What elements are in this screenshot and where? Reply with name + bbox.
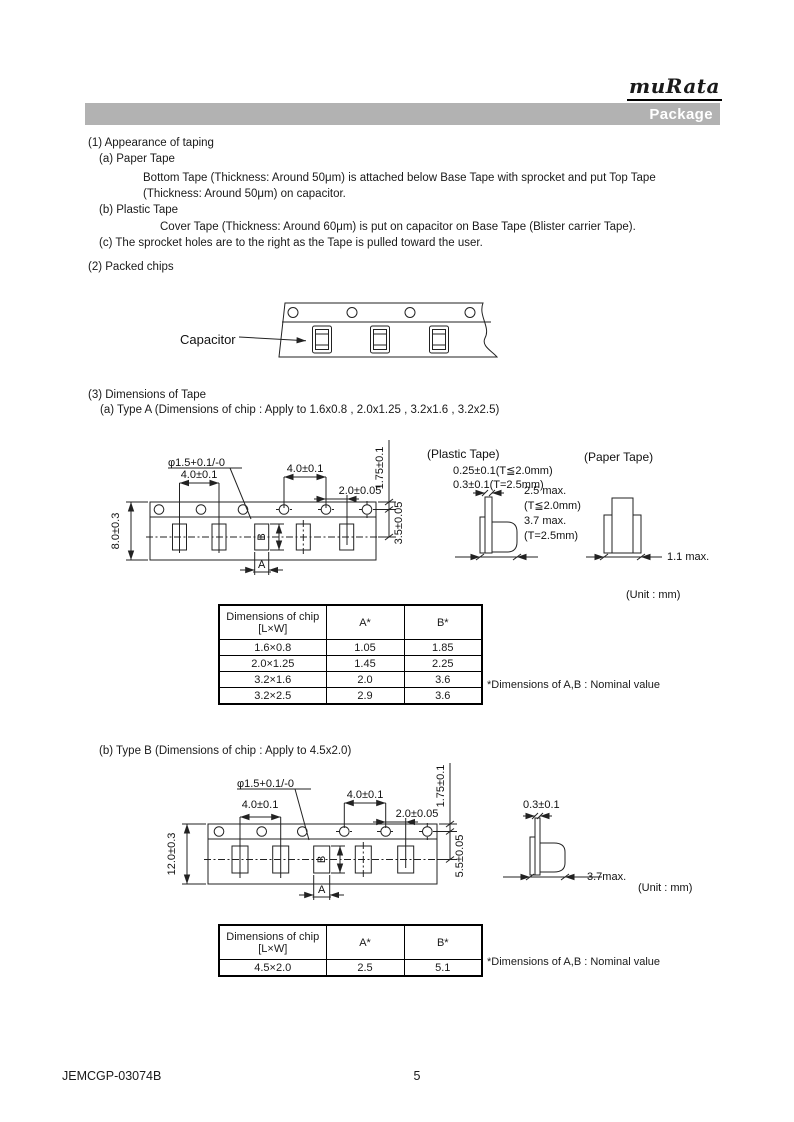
type-a-a-dim-label: A: [258, 559, 266, 571]
type-a-hole-to-chip-dim: 2.0±0.05: [338, 485, 382, 497]
plastic-tape-title: (Plastic Tape): [427, 447, 500, 461]
type-b-hole-to-center-dim: 5.5±0.05: [454, 834, 466, 878]
cell-b-value: 1.85: [404, 640, 482, 656]
paper-tape-body-line2: (Thickness: Around 50μm) on capacitor.: [143, 188, 346, 200]
type-b-hole-pitch-dim: 4.0±0.1: [346, 789, 384, 801]
type-b-hole-to-chip-dim: 2.0±0.05: [395, 808, 439, 820]
type-a-sprocket-holes: [154, 505, 372, 515]
type-b-table-colB-header: B*: [404, 925, 482, 960]
footer-doc-number: JEMCGP-03074B: [62, 1069, 162, 1083]
type-a-tape-width-dim: 8.0±0.3: [110, 512, 122, 550]
type-b-col1-line1: Dimensions of chip: [226, 930, 320, 943]
plastic-tape-body: Cover Tape (Thickness: Around 60μm) is put on capacitor on Base Tape (Blister carrier Tape).: [160, 221, 636, 233]
package-banner: [85, 103, 720, 125]
paper-height: 1.1 max.: [667, 551, 710, 563]
type-a-table-colA-header: A*: [326, 605, 404, 640]
type-a-centerlines: [146, 501, 380, 554]
section2-heading: (2) Packed chips: [88, 261, 174, 273]
type-a-b-dim-label: B: [256, 533, 268, 541]
cell-a-value: 1.45: [326, 656, 404, 672]
type-b-sprocket-holes: [214, 827, 432, 837]
sprocket-note: (c) The sprocket holes are to the right as the Tape is pulled toward the user.: [99, 237, 483, 249]
type-b-table-colA-header: A*: [326, 925, 404, 960]
plastic-height-2-cond: (T=2.5mm): [524, 530, 579, 542]
plastic-height-1: 2.5 max.: [524, 485, 567, 497]
type-b-side-height: 3.7max.: [587, 871, 627, 883]
paper-tape-title: (Paper Tape): [584, 450, 654, 464]
table-row: [219, 656, 482, 672]
cell-chip-size: 3.2×2.5: [219, 688, 326, 705]
type-b-tape-width-dim: 12.0±0.3: [166, 832, 178, 876]
table-row: [219, 672, 482, 688]
plastic-thickness-1: 0.25±0.1(T≦2.0mm): [453, 465, 553, 477]
type-a-table-colB-header: B*: [404, 605, 482, 640]
packed-tape-outline: [279, 303, 497, 357]
table-row: [219, 640, 482, 656]
type-b-cross-section: [503, 813, 602, 880]
type-b-col1-line2: [L×W]: [258, 942, 288, 955]
cell-a-value: 2.5: [326, 960, 404, 977]
packed-chips-figure: [160, 290, 520, 385]
type-b-heading: (b) Type B (Dimensions of chip : Apply to 4.5x2.0): [99, 745, 352, 757]
type-a-table-note: *Dimensions of A,B : Nominal value: [487, 679, 661, 691]
cell-a-value: 2.0: [326, 672, 404, 688]
cell-b-value: 2.25: [404, 656, 482, 672]
type-a-col1-line2: [L×W]: [258, 622, 288, 635]
type-a-table-col1-header: [219, 605, 326, 640]
plastic-thickness-2: 0.3±0.1(T=2.5mm): [453, 479, 544, 491]
type-a-hole-to-center-dim: 3.5±0.05: [393, 501, 405, 545]
type-b-chip-pitch-dim: 4.0±0.1: [241, 799, 279, 811]
type-a-tape-outline: [150, 502, 376, 560]
type-b-unit-label: (Unit : mm): [638, 882, 693, 894]
capacitor-callout-label: Capacitor: [180, 332, 236, 347]
cell-chip-size: 4.5×2.0: [219, 960, 326, 977]
type-b-edge-to-hole-dim: 1.75±0.1: [435, 764, 447, 808]
type-b-hole-diameter-dim: φ1.5+0.1/-0: [237, 778, 294, 790]
type-a-dimension-table: [218, 604, 483, 705]
type-a-col1-line1: Dimensions of chip: [226, 610, 320, 623]
type-b-tape-outline: [208, 824, 437, 884]
cell-b-value: 3.6: [404, 688, 482, 705]
paper-tape-body-line1: Bottom Tape (Thickness: Around 50μm) is attached below Base Tape with sprocket and put Top Tape: [143, 172, 656, 184]
paper-tape-cross-section: [586, 498, 662, 560]
type-a-figure: [90, 420, 720, 610]
type-a-dimension-lines: [126, 440, 396, 575]
table-row: [219, 960, 482, 977]
murata-logo: muRata: [627, 74, 722, 101]
type-a-hole-diameter-dim: φ1.5+0.1/-0: [168, 457, 225, 469]
cell-chip-size: 1.6×0.8: [219, 640, 326, 656]
type-b-side-thickness: 0.3±0.1: [523, 799, 560, 811]
type-b-figure: [90, 760, 720, 920]
type-a-heading: (a) Type A (Dimensions of chip : Apply to 1.6x0.8 , 2.0x1.25 , 3.2x1.6 , 3.2x2.5): [100, 404, 500, 416]
cell-a-value: 2.9: [326, 688, 404, 705]
capacitor-callout-arrow: [239, 337, 306, 341]
type-b-a-dim-label: A: [318, 884, 326, 896]
plastic-height-1-cond: (T≦2.0mm): [524, 500, 581, 512]
section1-heading: (1) Appearance of taping: [88, 137, 214, 149]
plastic-height-2: 3.7 max.: [524, 515, 567, 527]
cell-b-value: 5.1: [404, 960, 482, 977]
footer-page-number: 5: [413, 1069, 421, 1083]
cell-b-value: 3.6: [404, 672, 482, 688]
type-a-hole-pitch-dim: 4.0±0.1: [286, 463, 324, 475]
cell-chip-size: 2.0×1.25: [219, 656, 326, 672]
type-b-dimension-table: [218, 924, 483, 977]
type-a-chip-pitch-dim: 4.0±0.1: [180, 469, 218, 481]
type-b-b-dim-label: B: [316, 855, 328, 864]
type-a-edge-to-hole-dim: 1.75±0.1: [374, 446, 386, 490]
plastic-tape-label: (b) Plastic Tape: [99, 204, 179, 216]
table-row: [219, 688, 482, 705]
cell-a-value: 1.05: [326, 640, 404, 656]
paper-tape-label: (a) Paper Tape: [99, 153, 175, 165]
package-banner-title: Package: [649, 105, 713, 123]
type-b-table-note: *Dimensions of A,B : Nominal value: [487, 956, 661, 968]
type-a-unit-label: (Unit : mm): [626, 589, 681, 601]
section3-heading: (3) Dimensions of Tape: [88, 389, 207, 401]
cell-chip-size: 3.2×1.6: [219, 672, 326, 688]
packed-capacitors: [313, 326, 449, 353]
type-b-table-col1-header: [219, 925, 326, 960]
